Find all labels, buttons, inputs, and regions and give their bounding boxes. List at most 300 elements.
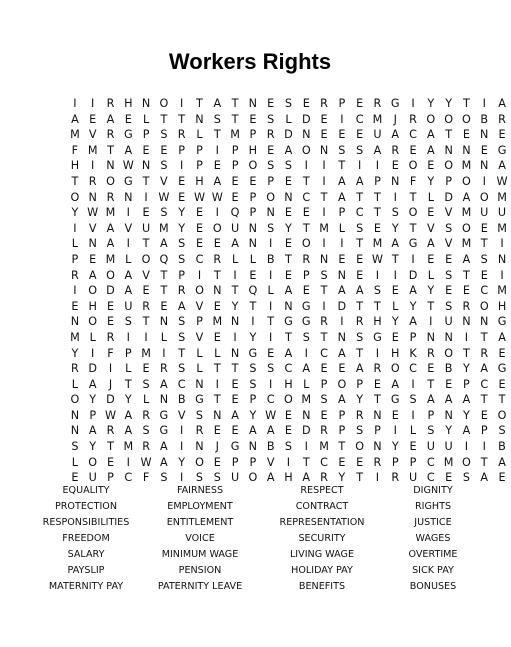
- grid-letter: N: [444, 143, 453, 157]
- grid-row: [66, 299, 511, 315]
- grid-letter: U: [230, 221, 240, 235]
- grid-letter: C: [320, 455, 328, 469]
- grid-row: [66, 112, 511, 128]
- grid-letter: B: [266, 440, 275, 454]
- grid-letter: E: [213, 299, 221, 313]
- word-list-row: [28, 483, 478, 499]
- grid-letter: N: [266, 206, 275, 220]
- grid-letter: G: [248, 346, 258, 360]
- grid-letter: A: [462, 190, 471, 204]
- grid-row: [66, 361, 511, 377]
- word-list-row: [28, 579, 478, 595]
- grid-letter: W: [265, 408, 277, 422]
- grid-letter: I: [393, 424, 397, 438]
- grid-letter: Y: [391, 315, 399, 329]
- word-list-item: CONTRACT: [295, 501, 349, 512]
- grid-letter: S: [142, 424, 150, 438]
- grid-letter: N: [248, 221, 258, 235]
- grid-letter: P: [480, 424, 488, 438]
- grid-letter: S: [178, 237, 186, 251]
- grid-letter: A: [249, 424, 257, 438]
- grid-letter: S: [124, 315, 132, 329]
- grid-letter: S: [284, 159, 293, 173]
- grid-letter: E: [320, 112, 328, 126]
- grid-letter: P: [142, 128, 150, 142]
- grid-letter: P: [427, 408, 435, 422]
- grid-letter: N: [195, 377, 204, 391]
- grid-letter: L: [303, 377, 310, 391]
- grid-letter: E: [284, 424, 292, 438]
- grid-letter: N: [124, 190, 133, 204]
- grid-letter: E: [213, 455, 221, 469]
- grid-letter: N: [195, 440, 204, 454]
- grid-row: [66, 455, 511, 471]
- word-list-item: MATERNITY PAY: [48, 581, 124, 592]
- grid-letter: D: [106, 393, 115, 407]
- grid-letter: E: [178, 190, 186, 204]
- grid-letter: S: [142, 377, 150, 391]
- grid-letter: E: [142, 362, 150, 376]
- grid-letter: U: [497, 206, 507, 220]
- grid-letter: E: [231, 190, 239, 204]
- grid-letter: L: [231, 252, 239, 266]
- grid-row: [66, 268, 511, 284]
- grid-letter: E: [320, 128, 328, 142]
- grid-letter: Y: [249, 408, 257, 422]
- grid-row: [66, 408, 511, 424]
- grid-letter: Y: [463, 408, 470, 422]
- grid-letter: Q: [159, 252, 169, 266]
- grid-letter: R: [106, 97, 115, 110]
- grid-letter: S: [427, 424, 435, 438]
- grid-letter: O: [462, 174, 471, 188]
- grid-letter: P: [249, 190, 257, 204]
- grid-letter: T: [356, 190, 364, 204]
- grid-letter: I: [233, 330, 237, 344]
- grid-letter: H: [391, 346, 400, 360]
- grid-letter: A: [106, 237, 115, 251]
- grid-letter: E: [195, 206, 204, 220]
- grid-letter: Y: [89, 393, 97, 407]
- grid-letter: I: [322, 299, 326, 313]
- grid-letter: I: [215, 206, 219, 220]
- grid-letter: G: [390, 393, 400, 407]
- grid-row: [66, 377, 511, 393]
- grid-letter: T: [107, 440, 114, 454]
- grid-letter: A: [160, 237, 168, 251]
- word-list-item: WAGES: [415, 533, 451, 544]
- grid-letter: I: [411, 377, 415, 391]
- grid-letter: M: [159, 221, 169, 235]
- grid-letter: P: [338, 206, 346, 220]
- grid-letter: E: [284, 174, 292, 188]
- grid-letter: T: [302, 174, 310, 188]
- grid-letter: A: [498, 455, 506, 469]
- grid-letter: I: [251, 315, 255, 329]
- grid-letter: E: [71, 299, 79, 313]
- grid-letter: I: [322, 174, 326, 188]
- grid-letter: N: [213, 408, 222, 422]
- grid-letter: E: [498, 128, 506, 142]
- grid-letter: G: [159, 424, 169, 438]
- grid-letter: I: [375, 268, 380, 282]
- grid-letter: N: [480, 159, 489, 173]
- word-list-item: RESPONSIBILITIES: [42, 517, 130, 528]
- grid-letter: V: [160, 174, 168, 188]
- grid-letter: E: [320, 408, 328, 422]
- grid-letter: E: [445, 471, 453, 485]
- grid-letter: T: [338, 159, 346, 173]
- grid-letter: M: [497, 221, 507, 235]
- grid-letter: P: [249, 455, 257, 469]
- word-list-item: PENSION: [178, 565, 222, 576]
- grid-letter: T: [356, 299, 364, 313]
- grid-letter: A: [391, 128, 400, 142]
- grid-letter: T: [445, 128, 453, 142]
- grid-letter: C: [480, 284, 489, 298]
- grid-letter: I: [375, 346, 380, 360]
- grid-letter: J: [108, 377, 113, 391]
- grid-letter: A: [462, 393, 471, 407]
- grid-letter: L: [338, 221, 345, 235]
- grid-letter: D: [88, 362, 97, 376]
- grid-letter: A: [427, 237, 435, 251]
- grid-letter: P: [267, 174, 275, 188]
- grid-letter: M: [461, 159, 472, 173]
- grid-letter: U: [444, 315, 453, 329]
- grid-letter: O: [70, 190, 80, 204]
- grid-letter: I: [126, 455, 130, 469]
- grid-letter: E: [356, 268, 364, 282]
- grid-letter: G: [284, 315, 293, 329]
- grid-letter: M: [230, 128, 240, 142]
- grid-letter: C: [177, 377, 186, 391]
- grid-letter: N: [319, 143, 329, 157]
- grid-letter: E: [284, 237, 292, 251]
- grid-letter: S: [445, 299, 453, 313]
- grid-letter: E: [445, 284, 453, 298]
- grid-letter: E: [427, 362, 435, 376]
- grid-letter: W: [122, 159, 134, 173]
- grid-letter: E: [89, 112, 97, 126]
- grid-letter: I: [482, 174, 486, 188]
- grid-letter: O: [426, 112, 436, 126]
- grid-letter: R: [106, 128, 115, 142]
- grid-letter: R: [426, 346, 435, 360]
- grid-letter: N: [248, 237, 258, 251]
- grid-letter: K: [409, 346, 417, 360]
- grid-letter: I: [269, 299, 273, 313]
- grid-letter: P: [374, 174, 381, 188]
- grid-letter: E: [356, 252, 364, 266]
- grid-letter: E: [373, 221, 381, 235]
- grid-letter: E: [445, 377, 453, 391]
- grid-letter: C: [320, 346, 328, 360]
- grid-letter: A: [462, 252, 471, 266]
- grid-letter: O: [301, 237, 311, 251]
- grid-letter: H: [248, 143, 258, 157]
- grid-letter: T: [320, 330, 328, 344]
- word-list-item: VOICE: [185, 533, 215, 544]
- grid-letter: P: [196, 315, 203, 329]
- grid-letter: P: [196, 159, 203, 173]
- grid-letter: N: [391, 174, 400, 188]
- grid-letter: S: [480, 252, 488, 266]
- grid-letter: R: [480, 346, 489, 360]
- grid-letter: A: [106, 112, 115, 126]
- grid-letter: F: [409, 174, 417, 188]
- grid-letter: A: [444, 393, 453, 407]
- grid-letter: I: [91, 97, 95, 110]
- grid-letter: S: [462, 471, 470, 485]
- grid-letter: T: [285, 252, 292, 266]
- grid-letter: Y: [445, 424, 453, 438]
- grid-letter: V: [444, 206, 453, 220]
- grid-letter: I: [180, 471, 184, 485]
- grid-letter: R: [142, 440, 150, 454]
- grid-letter: W: [87, 206, 99, 220]
- grid-letter: O: [88, 315, 98, 329]
- grid-letter: O: [301, 143, 311, 157]
- grid-letter: T: [231, 362, 239, 376]
- grid-letter: H: [284, 377, 293, 391]
- grid-letter: N: [373, 408, 382, 422]
- grid-letter: N: [337, 268, 347, 282]
- grid-letter: Y: [71, 206, 79, 220]
- grid-letter: S: [498, 424, 506, 438]
- grid-letter: O: [212, 221, 222, 235]
- grid-letter: M: [212, 315, 223, 329]
- grid-letter: I: [73, 221, 77, 235]
- grid-letter: S: [284, 440, 293, 454]
- grid-letter: N: [230, 346, 240, 360]
- grid-letter: E: [409, 440, 417, 454]
- grid-row: [66, 158, 511, 174]
- word-list-item: JUSTICE: [414, 517, 452, 528]
- grid-letter: E: [267, 97, 275, 110]
- grid-row: [66, 346, 511, 362]
- grid-letter: I: [357, 159, 362, 173]
- word-list-item: RIGHTS: [414, 501, 452, 512]
- grid-letter: I: [180, 159, 184, 173]
- grid-letter: N: [159, 315, 169, 329]
- grid-letter: R: [71, 362, 79, 376]
- grid-letter: B: [498, 440, 506, 454]
- grid-letter: E: [427, 252, 435, 266]
- grid-letter: E: [231, 174, 239, 188]
- grid-letter: I: [304, 159, 308, 173]
- grid-letter: T: [320, 284, 328, 298]
- grid-letter: L: [392, 299, 399, 313]
- grid-letter: E: [462, 128, 470, 142]
- grid-letter: O: [444, 159, 454, 173]
- grid-letter: R: [106, 330, 115, 344]
- grid-letter: T: [338, 440, 346, 454]
- grid-letter: E: [267, 143, 275, 157]
- grid-letter: I: [162, 346, 166, 360]
- grid-letter: E: [338, 128, 346, 142]
- grid-letter: T: [249, 299, 257, 313]
- grid-letter: E: [124, 112, 132, 126]
- grid-letter: Y: [285, 221, 292, 235]
- grid-letter: E: [480, 268, 488, 282]
- word-list-row: [28, 515, 478, 531]
- grid-letter: N: [302, 128, 311, 142]
- grid-letter: T: [302, 455, 310, 469]
- grid-letter: G: [497, 362, 507, 376]
- grid-letter: P: [320, 377, 328, 391]
- grid-letter: M: [301, 393, 312, 407]
- grid-letter: A: [160, 440, 168, 454]
- grid-letter: H: [284, 471, 293, 485]
- grid-letter: A: [124, 424, 133, 438]
- grid-row: [66, 221, 511, 237]
- grid-letter: I: [144, 330, 148, 344]
- grid-letter: A: [177, 299, 186, 313]
- grid-letter: E: [249, 174, 257, 188]
- grid-letter: R: [355, 315, 364, 329]
- word-list-item: PROTECTION: [54, 501, 118, 512]
- grid-letter: P: [124, 346, 132, 360]
- grid-letter: L: [71, 237, 79, 251]
- grid-letter: T: [196, 97, 203, 110]
- grid-letter: T: [374, 299, 381, 313]
- grid-letter: P: [409, 455, 417, 469]
- grid-letter: T: [356, 471, 364, 485]
- word-list-item: LIVING WAGE: [289, 549, 355, 560]
- grid-letter: H: [124, 97, 133, 110]
- grid-letter: E: [480, 408, 488, 422]
- grid-letter: M: [319, 221, 329, 235]
- grid-letter: G: [497, 143, 507, 157]
- grid-letter: P: [231, 455, 239, 469]
- grid-letter: S: [178, 330, 186, 344]
- grid-letter: B: [480, 112, 489, 126]
- grid-letter: O: [408, 159, 418, 173]
- grid-letter: E: [356, 128, 364, 142]
- grid-letter: T: [213, 362, 221, 376]
- grid-letter: R: [142, 408, 150, 422]
- word-list-item: PAYSLIP: [67, 565, 105, 576]
- grid-letter: W: [496, 174, 508, 188]
- grid-letter: M: [461, 206, 472, 220]
- grid-letter: I: [180, 440, 184, 454]
- grid-letter: E: [480, 221, 488, 235]
- grid-letter: A: [266, 471, 275, 485]
- grid-letter: A: [338, 346, 346, 360]
- grid-letter: P: [249, 393, 257, 407]
- grid-letter: M: [123, 440, 134, 454]
- grid-letter: I: [500, 268, 504, 282]
- grid-letter: L: [71, 377, 79, 391]
- grid-letter: M: [372, 237, 383, 251]
- grid-row: [66, 283, 511, 299]
- grid-letter: A: [302, 471, 311, 485]
- grid-letter: Y: [427, 174, 435, 188]
- grid-letter: I: [126, 206, 130, 220]
- grid-letter: R: [320, 97, 328, 110]
- grid-letter: S: [267, 362, 275, 376]
- grid-letter: O: [195, 455, 204, 469]
- word-list-item: EQUALITY: [62, 485, 110, 496]
- grid-letter: S: [373, 284, 381, 298]
- grid-letter: N: [88, 237, 97, 251]
- grid-letter: T: [213, 268, 221, 282]
- grid-letter: P: [249, 206, 257, 220]
- grid-letter: E: [106, 315, 115, 329]
- grid-letter: S: [338, 143, 346, 157]
- grid-letter: N: [302, 408, 311, 422]
- grid-letter: R: [302, 252, 311, 266]
- grid-letter: E: [373, 377, 381, 391]
- grid-letter: G: [390, 97, 400, 110]
- grid-letter: W: [371, 252, 383, 266]
- grid-letter: A: [124, 143, 133, 157]
- grid-letter: I: [215, 377, 219, 391]
- grid-letter: A: [355, 362, 364, 376]
- grid-letter: I: [269, 330, 273, 344]
- grid-letter: O: [248, 471, 258, 485]
- grid-letter: E: [284, 268, 292, 282]
- grid-letter: E: [391, 159, 399, 173]
- grid-letter: E: [284, 408, 292, 422]
- grid-letter: O: [195, 284, 204, 298]
- grid-letter: U: [230, 471, 240, 485]
- grid-letter: L: [125, 252, 132, 266]
- grid-letter: T: [480, 330, 488, 344]
- grid-letter: T: [142, 174, 150, 188]
- grid-letter: T: [160, 284, 168, 298]
- grid-row: [66, 314, 511, 330]
- grid-letter: I: [464, 330, 469, 344]
- grid-letter: J: [393, 112, 397, 126]
- grid-letter: M: [319, 440, 329, 454]
- grid-letter: N: [480, 128, 489, 142]
- grid-letter: N: [248, 97, 258, 110]
- grid-letter: E: [391, 330, 399, 344]
- grid-letter: G: [195, 393, 204, 407]
- grid-letter: S: [356, 221, 364, 235]
- grid-letter: S: [320, 268, 328, 282]
- grid-letter: R: [159, 362, 168, 376]
- grid-letter: A: [124, 284, 133, 298]
- grid-letter: M: [141, 346, 151, 360]
- grid-letter: I: [411, 252, 415, 266]
- grid-letter: S: [160, 206, 168, 220]
- grid-letter: O: [106, 268, 115, 282]
- grid-letter: E: [356, 455, 364, 469]
- grid-letter: S: [160, 128, 168, 142]
- grid-letter: I: [375, 159, 380, 173]
- grid-letter: A: [266, 424, 275, 438]
- grid-letter: L: [89, 330, 96, 344]
- grid-letter: N: [70, 315, 80, 329]
- grid-letter: I: [500, 237, 504, 251]
- grid-letter: I: [126, 330, 130, 344]
- word-list-item: HOLIDAY PAY: [291, 565, 353, 576]
- grid-letter: S: [178, 362, 186, 376]
- grid-letter: P: [409, 330, 417, 344]
- grid-letter: U: [480, 206, 489, 220]
- grid-letter: P: [107, 471, 114, 485]
- grid-letter: M: [461, 237, 472, 251]
- grid-letter: O: [355, 440, 365, 454]
- grid-letter: M: [70, 330, 80, 344]
- grid-letter: V: [195, 330, 204, 344]
- grid-letter: P: [196, 143, 203, 157]
- grid-letter: A: [338, 190, 346, 204]
- grid-letter: E: [409, 143, 417, 157]
